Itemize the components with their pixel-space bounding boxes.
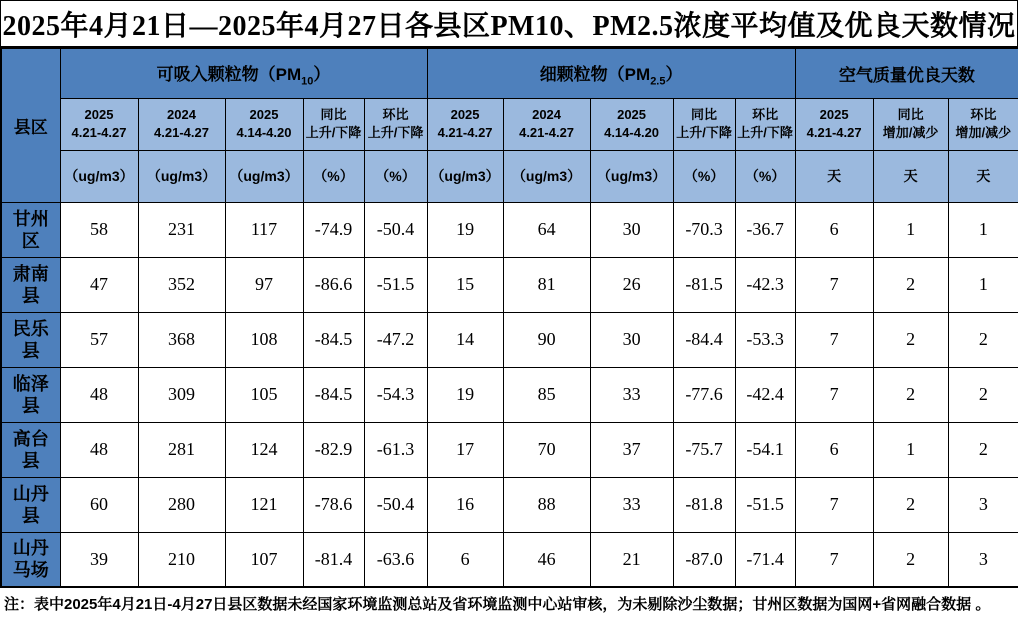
value-cell: -54.1 [735, 422, 795, 477]
value-cell: 33 [590, 367, 673, 422]
value-cell: -71.4 [735, 532, 795, 587]
value-cell: 14 [427, 312, 503, 367]
unit-cell: 天 [948, 150, 1018, 202]
value-cell: 6 [427, 532, 503, 587]
value-cell: -81.8 [673, 477, 735, 532]
value-cell: 210 [138, 532, 225, 587]
value-cell: 97 [225, 257, 303, 312]
unit-cell: （%） [303, 150, 364, 202]
value-cell: -70.3 [673, 202, 735, 257]
period-header-cell [673, 98, 735, 150]
footnote: 注：表中2025年4月21日-4月27日县区数据未经国家环境监测总站及省环境监测中心站审核，为未剔除沙尘数据；甘州区数据为国网+省网融合数据 。 [4, 596, 991, 613]
value-cell: 1 [948, 257, 1018, 312]
value-cell: 108 [225, 312, 303, 367]
value-cell: 58 [60, 202, 138, 257]
unit-cell: 天 [795, 150, 873, 202]
value-cell: 15 [427, 257, 503, 312]
value-cell: 37 [590, 422, 673, 477]
value-cell: 26 [590, 257, 673, 312]
value-cell: 281 [138, 422, 225, 477]
period-year: 环比 [752, 107, 779, 122]
value-cell: 17 [427, 422, 503, 477]
period-range: 上升/下降 [737, 125, 793, 140]
value-cell: 2 [873, 532, 948, 587]
period-range: 4.21-4.27 [154, 125, 209, 140]
value-cell: -47.2 [364, 312, 427, 367]
value-cell: -63.6 [364, 532, 427, 587]
value-cell: 90 [503, 312, 590, 367]
period-range: 4.14-4.20 [236, 125, 292, 140]
unit-cell: （ug/m3） [503, 150, 590, 202]
value-cell: 21 [590, 532, 673, 587]
period-year: 2024 [532, 107, 562, 122]
value-cell: 7 [795, 312, 873, 367]
value-cell: 121 [225, 477, 303, 532]
group-header-row [1, 48, 1018, 98]
value-cell: 60 [60, 477, 138, 532]
pm25-subscript: 2.5 [650, 74, 666, 87]
pm10-subscript: 10 [301, 74, 314, 87]
value-cell: -61.3 [364, 422, 427, 477]
value-cell: 2 [948, 422, 1018, 477]
value-cell: 16 [427, 477, 503, 532]
value-cell: 6 [795, 422, 873, 477]
period-header-cell [364, 98, 427, 150]
period-year: 同比 [897, 107, 924, 122]
value-cell: -84.5 [303, 367, 364, 422]
value-cell: 117 [225, 202, 303, 257]
value-cell: 2 [948, 312, 1018, 367]
value-cell: 85 [503, 367, 590, 422]
county-name: 山丹马场 [1, 532, 60, 587]
value-cell: 1 [873, 202, 948, 257]
period-range: 4.21-4.27 [806, 125, 862, 140]
value-cell: -51.5 [364, 257, 427, 312]
value-cell: -54.3 [364, 367, 427, 422]
value-cell: 81 [503, 257, 590, 312]
value-cell: -84.5 [303, 312, 364, 367]
value-cell: -53.3 [735, 312, 795, 367]
period-header-cell [427, 98, 503, 150]
value-cell: 3 [948, 532, 1018, 587]
period-header-row [1, 98, 1018, 150]
value-cell: 105 [225, 367, 303, 422]
table-row [1, 422, 1018, 477]
period-range: 增加/减少 [955, 125, 1012, 140]
group-header-good-days [795, 48, 1018, 98]
period-range: 4.14-4.20 [604, 125, 660, 140]
value-cell: 7 [795, 367, 873, 422]
table-row [1, 257, 1018, 312]
table-row [1, 367, 1018, 422]
period-header-cell [503, 98, 590, 150]
unit-cell: （ug/m3） [590, 150, 673, 202]
value-cell: -36.7 [735, 202, 795, 257]
group-header-pm10-suffix: ） [313, 64, 331, 84]
unit-cell: （ug/m3） [138, 150, 225, 202]
value-cell: -84.4 [673, 312, 735, 367]
table-row [1, 532, 1018, 587]
value-cell: -82.9 [303, 422, 364, 477]
value-cell: -81.4 [303, 532, 364, 587]
period-range: 上升/下降 [367, 125, 424, 140]
unit-cell: （ug/m3） [60, 150, 138, 202]
value-cell: -74.9 [303, 202, 364, 257]
table-row [1, 202, 1018, 257]
value-cell: 352 [138, 257, 225, 312]
value-cell: 7 [795, 257, 873, 312]
value-cell: 88 [503, 477, 590, 532]
value-cell: 2 [948, 367, 1018, 422]
group-header-good-days-label: 空气质量优良天数 [838, 65, 975, 85]
value-cell: -51.5 [735, 477, 795, 532]
county-name: 高台县 [1, 422, 60, 477]
value-cell: 19 [427, 202, 503, 257]
value-cell: 231 [138, 202, 225, 257]
unit-cell: 天 [873, 150, 948, 202]
value-cell: 368 [138, 312, 225, 367]
value-cell: 280 [138, 477, 225, 532]
period-year: 2025 [617, 107, 647, 122]
value-cell: -42.4 [735, 367, 795, 422]
value-cell: 2 [873, 312, 948, 367]
period-header-cell [795, 98, 873, 150]
period-year: 2025 [249, 107, 279, 122]
period-year: 同比 [320, 107, 347, 122]
county-name: 民乐县 [1, 312, 60, 367]
period-header-cell [590, 98, 673, 150]
value-cell: 57 [60, 312, 138, 367]
value-cell: -77.6 [673, 367, 735, 422]
value-cell: 30 [590, 312, 673, 367]
group-header-pm25-label: 细颗粒物（PM [539, 64, 651, 84]
value-cell: -87.0 [673, 532, 735, 587]
value-cell: 39 [60, 532, 138, 587]
period-year: 环比 [382, 107, 409, 122]
value-cell: 7 [795, 532, 873, 587]
value-cell: 33 [590, 477, 673, 532]
unit-header-row [1, 150, 1018, 202]
group-header-pm25 [427, 48, 795, 98]
value-cell: 70 [503, 422, 590, 477]
value-cell: 46 [503, 532, 590, 587]
group-header-pm10-label: 可吸入颗粒物（PM [156, 64, 302, 84]
period-range: 上升/下降 [305, 125, 362, 140]
period-header-cell [873, 98, 948, 150]
period-header-cell [225, 98, 303, 150]
value-cell: -81.5 [673, 257, 735, 312]
value-cell: 2 [873, 477, 948, 532]
value-cell: 1 [873, 422, 948, 477]
period-year: 2024 [167, 107, 196, 122]
period-header-cell [948, 98, 1018, 150]
period-year: 2025 [819, 107, 849, 122]
county-name: 山丹县 [1, 477, 60, 532]
value-cell: 107 [225, 532, 303, 587]
period-range: 增加/减少 [882, 125, 939, 140]
unit-cell: （ug/m3） [225, 150, 303, 202]
unit-cell: （%） [673, 150, 735, 202]
period-year: 环比 [970, 107, 997, 122]
value-cell: -78.6 [303, 477, 364, 532]
county-name: 肃南县 [1, 257, 60, 312]
county-name: 临泽县 [1, 367, 60, 422]
value-cell: 2 [873, 367, 948, 422]
value-cell: 48 [60, 367, 138, 422]
period-range: 上升/下降 [676, 125, 732, 140]
period-header-cell [138, 98, 225, 150]
county-column-header: 县区 [1, 48, 60, 202]
period-header-cell [303, 98, 364, 150]
value-cell: 2 [873, 257, 948, 312]
value-cell: 6 [795, 202, 873, 257]
value-cell: 1 [948, 202, 1018, 257]
value-cell: -75.7 [673, 422, 735, 477]
period-range: 4.21-4.27 [437, 125, 493, 140]
value-cell: 7 [795, 477, 873, 532]
period-year: 2025 [84, 107, 114, 122]
value-cell: 30 [590, 202, 673, 257]
value-cell: 3 [948, 477, 1018, 532]
pm-data-table [0, 47, 1018, 588]
value-cell: 47 [60, 257, 138, 312]
period-year: 同比 [691, 107, 718, 122]
unit-cell: （%） [364, 150, 427, 202]
group-header-pm25-suffix: ） [665, 64, 683, 84]
period-year: 2025 [450, 107, 480, 122]
table-row [1, 477, 1018, 532]
period-range: 4.21-4.27 [519, 125, 575, 140]
period-range: 4.21-4.27 [71, 125, 127, 140]
value-cell: 309 [138, 367, 225, 422]
value-cell: 48 [60, 422, 138, 477]
value-cell: -50.4 [364, 202, 427, 257]
value-cell: 19 [427, 367, 503, 422]
value-cell: 64 [503, 202, 590, 257]
table-row [1, 312, 1018, 367]
unit-cell: （ug/m3） [427, 150, 503, 202]
county-name: 甘州区 [1, 202, 60, 257]
unit-cell: （%） [735, 150, 795, 202]
value-cell: -42.3 [735, 257, 795, 312]
group-header-pm10 [60, 48, 427, 98]
value-cell: -50.4 [364, 477, 427, 532]
page-title: 2025年4月21日—2025年4月27日各县区PM10、PM2.5浓度平均值及优良天数情况 [0, 0, 1018, 47]
period-header-cell [735, 98, 795, 150]
value-cell: -86.6 [303, 257, 364, 312]
value-cell: 124 [225, 422, 303, 477]
period-header-cell [60, 98, 138, 150]
